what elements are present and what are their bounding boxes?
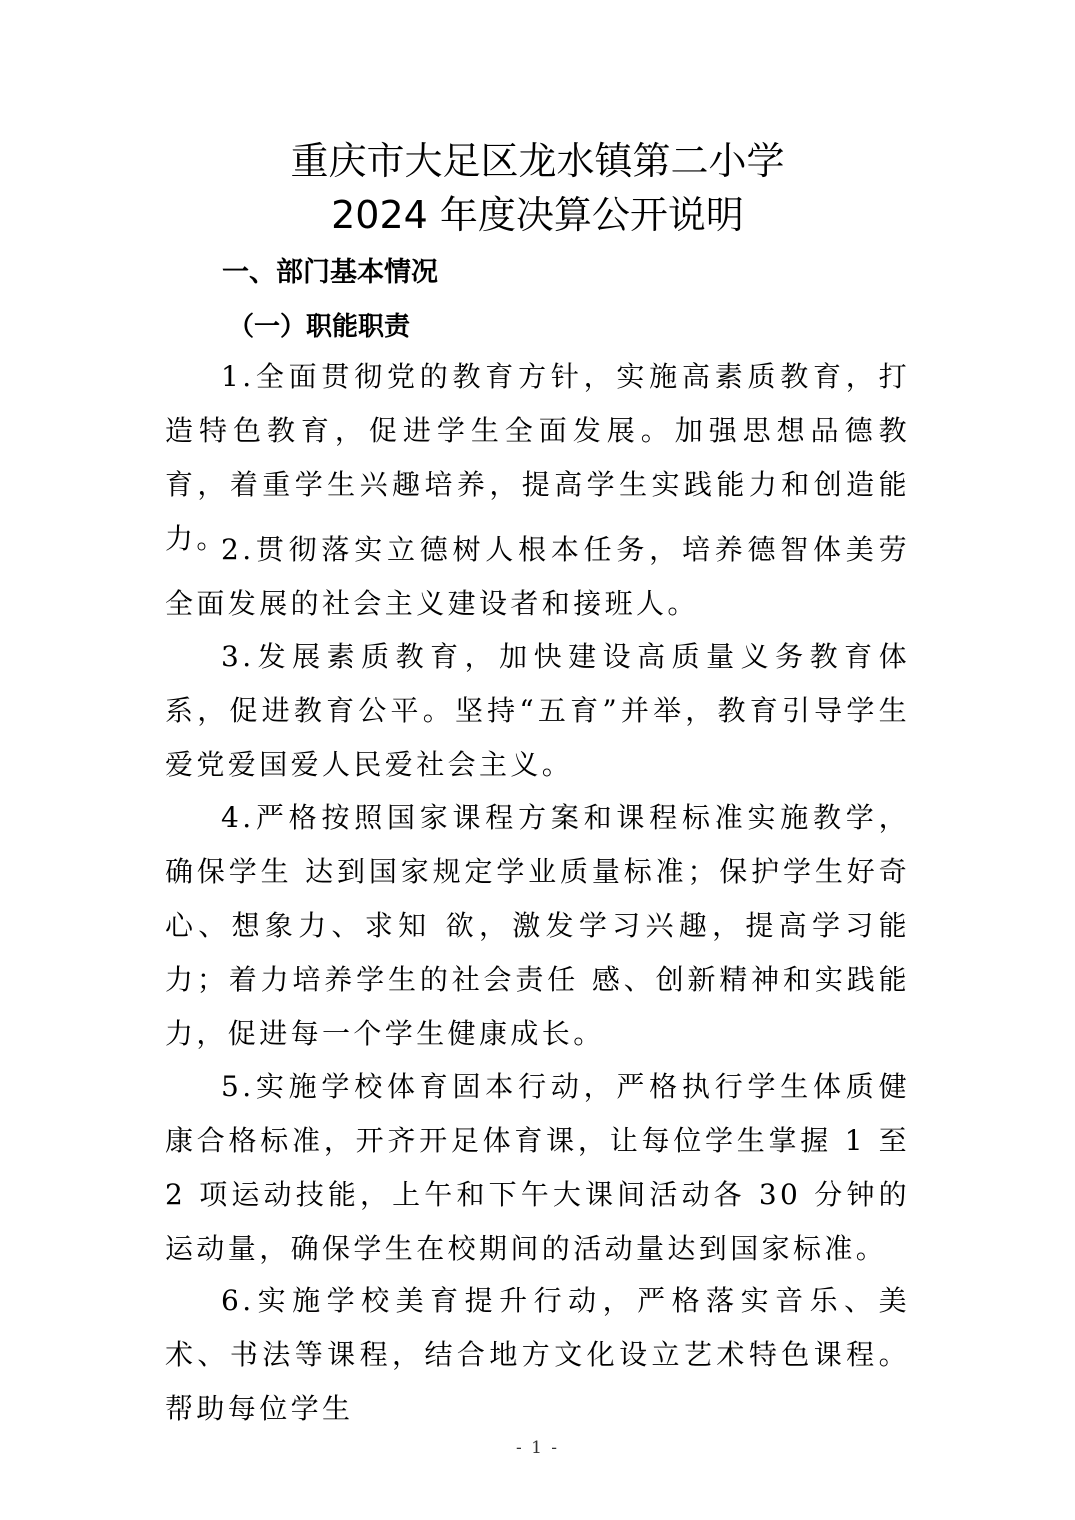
- page-number: - 1 -: [515, 1438, 560, 1458]
- paragraph-2: 2.贯彻落实立德树人根本任务，培养德智体美劳全面发展的社会主义建设者和接班人。: [165, 533, 910, 620]
- paragraph-1: 1.全面贯彻党的教育方针，实施高素质教育，打造特色教育，促进学生全面发展。加强思想品德教育，着重学生兴趣培养，提高学生实践能力和创造能力。: [165, 360, 910, 555]
- document-title-line2: 2024 年度决算公开说明: [331, 193, 744, 237]
- paragraph-5: 5.实施学校体育固本行动，严格执行学生体质健康合格标准，开齐开足体育课，让每位学生掌握 1 至 2 项运动技能，上午和下午大课间活动各 30 分钟的运动量，确保学生在校期间的活动量达到国家标准。: [165, 1070, 910, 1265]
- section-heading: 一、部门基本情况: [222, 257, 438, 288]
- subsection-heading: （一）职能职责: [228, 312, 411, 342]
- paragraph-4: 4.严格按照国家课程方案和课程标准实施教学，确保学生 达到国家规定学业质量标准；保护学生好奇心、想象力、求知 欲，激发学习兴趣，提高学习能力；着力培养学生的社会责任 感、创新精神和实践能力，促进每一个学生健康成长。: [165, 801, 910, 1050]
- paragraph-3: 3.发展素质教育，加快建设高质量义务教育体系，促进教育公平。坚持“五育”并举，教育引导学生爱党爱国爱人民爱社会主义。: [165, 640, 910, 781]
- document-title-line1: 重庆市大足区龙水镇第二小学: [290, 139, 785, 183]
- paragraph-6: 6.实施学校美育提升行动，严格落实音乐、美术、书法等课程，结合地方文化设立艺术特色课程。帮助每位学生: [165, 1284, 910, 1425]
